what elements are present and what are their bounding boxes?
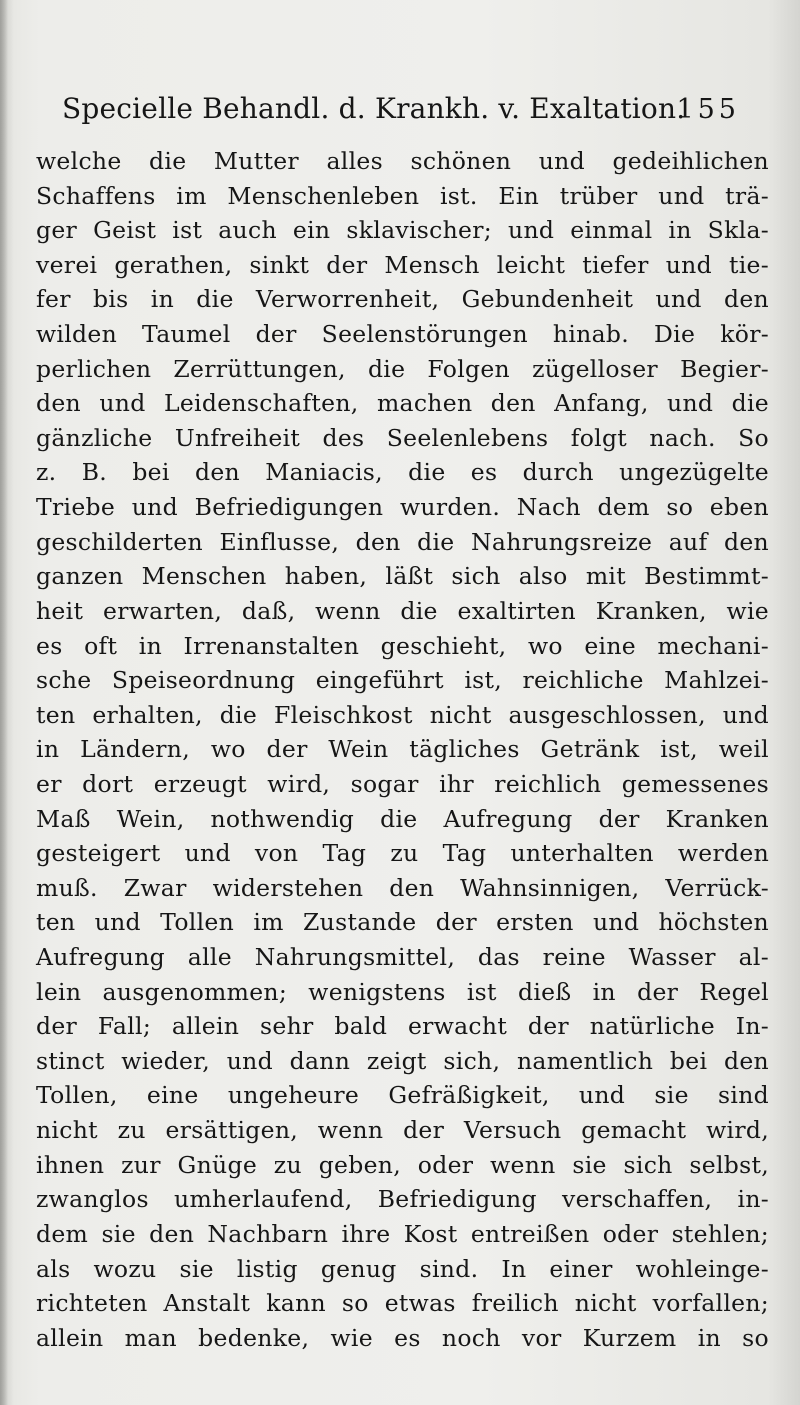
text-line: fer bis in die Verworrenheit, Gebundenheit und den [36, 285, 769, 314]
text-line: dem sie den Nachbarn ihre Kost entreißen oder stehlen; [36, 1219, 769, 1248]
text-line: lein ausgenommen; wenigstens ist dieß in der Regel [36, 977, 769, 1006]
text-line: ger Geist ist auch ein sklavischer; und einmal in Skla- [36, 216, 769, 245]
text-line: heit erwarten, daß, wenn die exaltirten Kranken, wie [36, 596, 769, 625]
text-line: allein man bedenke, wie es noch vor Kurzem in so [36, 1323, 769, 1352]
text-line: ihnen zur Gnüge zu geben, oder wenn sie sich selbst, [36, 1150, 769, 1179]
text-line: der Fall; allein sehr bald erwacht der natürliche In- [36, 1012, 769, 1041]
page-header [62, 92, 742, 132]
text-line: Tollen, eine ungeheure Gefräßigkeit, und sie sind [36, 1081, 769, 1110]
text-line: nicht zu ersättigen, wenn der Versuch gemacht wird, [36, 1116, 769, 1145]
text-line: richteten Anstalt kann so etwas freilich nicht vorfallen; [36, 1289, 769, 1318]
text-line: z. B. bei den Maniacis, die es durch ungezügelte [36, 458, 769, 487]
text-line: in Ländern, wo der Wein tägliches Getränk ist, weil [36, 735, 769, 764]
text-line: als wozu sie listig genug sind. In einer wohleinge- [36, 1254, 769, 1283]
text-line: welche die Mutter alles schönen und gedeihlichen [36, 147, 769, 175]
text-line: Aufregung alle Nahrungsmittel, das reine Wasser al- [36, 943, 769, 972]
page-gutter-shadow [0, 0, 8, 1405]
text-line: stinct wieder, und dann zeigt sich, namentlich bei den [36, 1046, 769, 1075]
text-line: wilden Taumel der Seelenstörungen hinab. Die kör- [36, 320, 769, 349]
text-line: geschilderten Einflusse, den die Nahrungsreize auf den [36, 527, 769, 556]
text-line: muß. Zwar widerstehen den Wahnsinnigen, Verrück- [36, 873, 769, 902]
page-number: 155 [676, 94, 740, 125]
text-line: zwanglos umherlaufend, Befriedigung verschaffen, in- [36, 1185, 769, 1214]
text-line: perlichen Zerrüttungen, die Folgen zügelloser Begier- [36, 354, 769, 383]
text-line: ganzen Menschen haben, läßt sich also mit Bestimmt- [36, 562, 769, 591]
body-text [36, 144, 769, 1355]
text-line: Maß Wein, nothwendig die Aufregung der Kranken [36, 804, 769, 833]
text-line: er dort erzeugt wird, sogar ihr reichlich gemessenes [36, 769, 769, 798]
text-line: gesteigert und von Tag zu Tag unterhalten werden [36, 839, 769, 868]
running-title: Specielle Behandl. d. Krankh. v. Exaltation. [62, 92, 686, 125]
text-line: ten erhalten, die Fleischkost nicht ausgeschlossen, und [36, 700, 769, 729]
text-line: verei gerathen, sinkt der Mensch leicht tiefer und tie- [36, 250, 769, 279]
text-line: Triebe und Befriedigungen wurden. Nach dem so eben [36, 493, 769, 522]
text-line: es oft in Irrenanstalten geschieht, wo eine mechani- [36, 631, 769, 660]
text-line: Schaffens im Menschenleben ist. Ein trüber und trä- [36, 181, 769, 210]
text-line: sche Speiseordnung eingeführt ist, reichliche Mahlzei- [36, 666, 769, 695]
text-line: ten und Tollen im Zustande der ersten und höchsten [36, 908, 769, 937]
text-line: den und Leidenschaften, machen den Anfang, und die [36, 389, 769, 418]
text-line: gänzliche Unfreiheit des Seelenlebens folgt nach. So [36, 423, 769, 452]
